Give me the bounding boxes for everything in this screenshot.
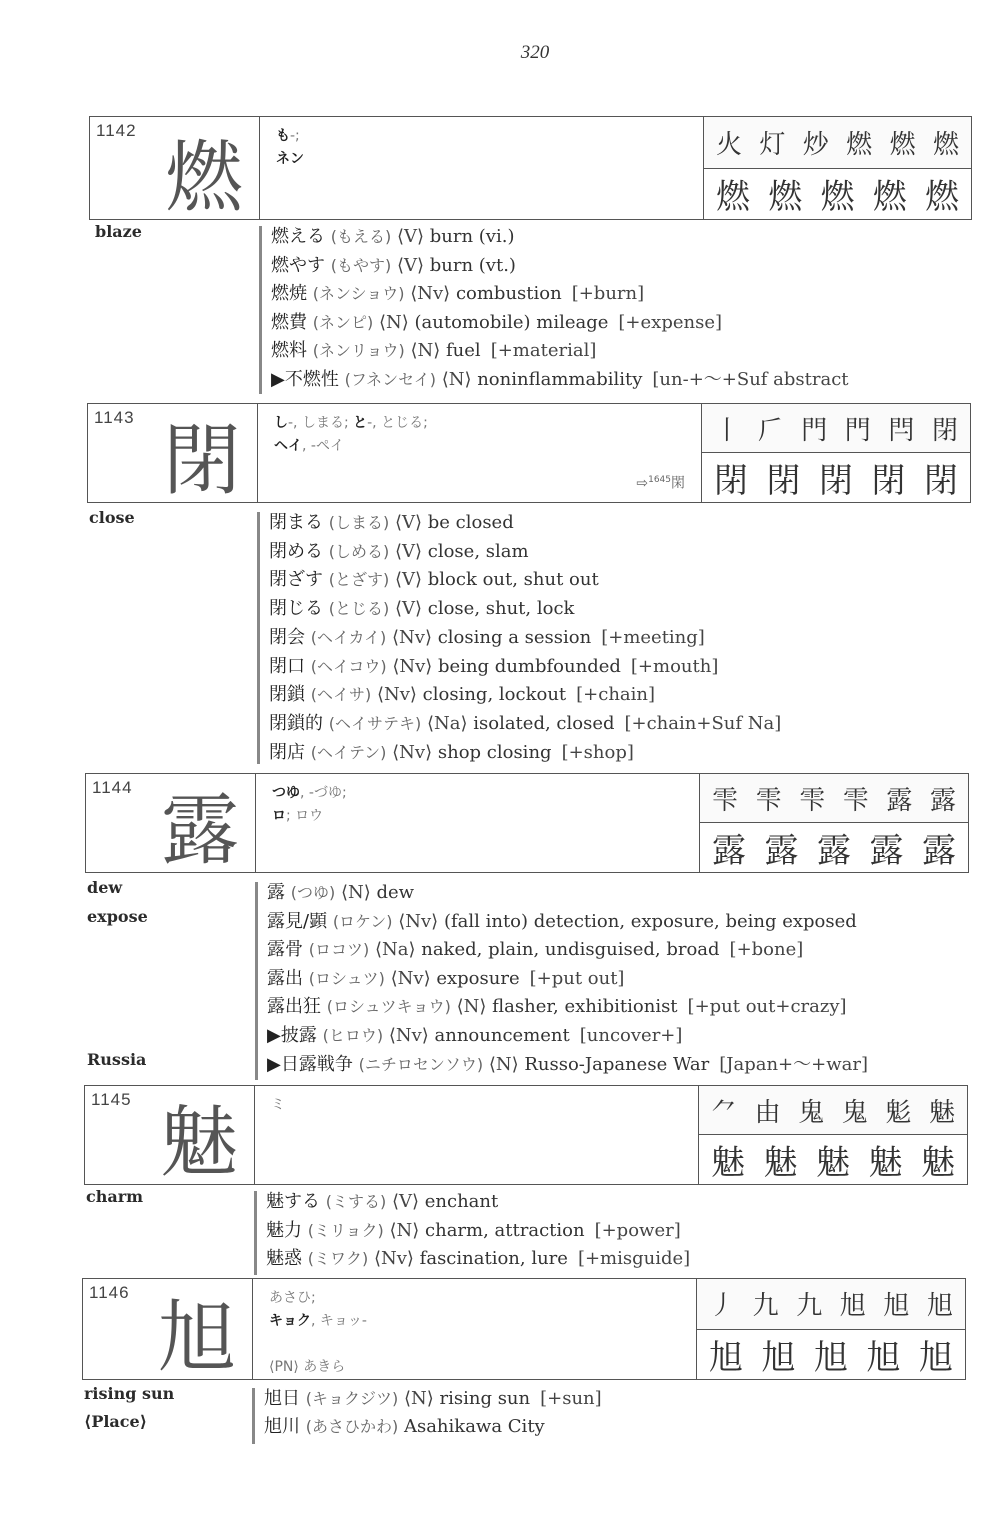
reading-light: , -ペイ [302, 438, 344, 454]
compound-reading: (あさひかわ) [305, 1417, 399, 1436]
style-variant: 旭 [814, 1337, 848, 1378]
gloss: shop closing [437, 741, 552, 763]
compound-reading: (ロコツ) [308, 940, 370, 960]
reading-line [274, 435, 685, 458]
gloss: close, slam [427, 540, 529, 562]
entry-number: 1144 [92, 778, 133, 797]
stroke-step: 魅 [928, 1097, 955, 1128]
compound-row [271, 279, 644, 305]
reading-line [269, 1333, 680, 1356]
kanji-number-cell [90, 117, 260, 223]
part-of-speech: ⟨Nv⟩ [410, 283, 451, 304]
stroke-step: 九 [752, 1291, 779, 1322]
etymology: [+meeting] [601, 626, 705, 648]
compound-word: 魅する [266, 1191, 320, 1212]
gloss: burn (vi.) [429, 226, 515, 247]
compound-reading: (ロケン) [332, 911, 393, 931]
meaning-label: rising sun [84, 1384, 175, 1403]
gloss: combustion [455, 283, 562, 304]
headword-kanji: 旭 [157, 1293, 236, 1383]
reading-line [269, 1310, 680, 1333]
etymology: [+misguide] [577, 1248, 691, 1269]
etymology: [+put out] [529, 967, 625, 989]
compound-reading: (ヒロウ) [322, 1026, 384, 1045]
definition-bar [252, 1388, 255, 1444]
style-variant: 旭 [709, 1337, 743, 1378]
part-of-speech: ⟨Nv⟩ [392, 741, 433, 763]
cross-reference[interactable] [636, 469, 685, 496]
entry-header-box [85, 773, 969, 876]
compound-row [269, 508, 514, 534]
compound-reading: (ヘイカイ) [310, 627, 387, 647]
compound-word: 閉鎖 [269, 684, 305, 706]
reading-bold: ロ [272, 808, 286, 824]
gloss: exposure [436, 967, 520, 989]
entry-number: 1145 [91, 1090, 132, 1109]
compound-row [264, 1384, 602, 1410]
reading-bold: つゆ [272, 785, 300, 801]
stroke-step: 灯 [759, 129, 786, 160]
readings-cell [256, 774, 700, 872]
stroke-step: 閉 [931, 415, 958, 446]
stroke-step: 炒 [802, 129, 829, 160]
compound-row [271, 365, 849, 391]
reading-light: あさひ; [269, 1290, 316, 1306]
reading-line [271, 1094, 682, 1117]
gloss: noninflammability [477, 368, 643, 390]
stroke-cell [704, 117, 971, 219]
compound-word: 露 [267, 882, 285, 903]
kanji-number-cell [83, 1279, 253, 1383]
stroke-cell [699, 1086, 967, 1184]
compound-row [271, 251, 516, 277]
compound-reading: (しめる) [328, 541, 390, 561]
etymology: [+shop] [561, 741, 634, 763]
stroke-step: 𠂆 [757, 415, 784, 446]
reading-light: ミ [271, 1097, 285, 1113]
style-variant: 閉 [871, 461, 906, 501]
compound-word: 露出狂 [267, 996, 321, 1018]
meaning-label: dew [87, 878, 123, 897]
style-variant: 閉 [819, 461, 853, 501]
part-of-speech: ⟨Nv⟩ [390, 967, 431, 989]
compound-reading: (ミリョク) [307, 1220, 384, 1240]
gloss: (automobile) mileage [414, 311, 609, 333]
etymology: [Japan+～+war] [719, 1053, 868, 1075]
arrow-icon: ⇨ [636, 476, 649, 492]
compound-reading: (ヘイサテキ) [328, 713, 422, 733]
entry-header-box [87, 403, 971, 506]
readings-cell [253, 1279, 697, 1379]
part-of-speech: ⟨N⟩ [403, 1388, 434, 1409]
compound-row [267, 907, 857, 933]
entry-header-box [84, 1085, 968, 1188]
compound-reading: (つゆ) [290, 883, 336, 902]
kanji-number-cell [88, 404, 258, 506]
reading-light: ; ロウ [286, 808, 324, 824]
stroke-order-row [704, 117, 971, 169]
compound-word: 閉める [269, 540, 323, 562]
compound-word: 露見/顕 [267, 910, 328, 932]
stroke-step: 九 [796, 1291, 823, 1322]
stroke-step: 露 [886, 785, 913, 816]
reading-bold: ネン [276, 151, 304, 167]
part-of-speech: ⟨Nv⟩ [398, 910, 439, 932]
stroke-step: 燃 [846, 129, 873, 160]
entry-header-box [89, 116, 972, 223]
etymology: [+chain] [576, 684, 656, 706]
compound-word: 燃やす [271, 254, 325, 276]
definition-bar [257, 512, 260, 764]
part-of-speech: ⟨N⟩ [389, 1219, 420, 1241]
compound-reading: (もやす) [330, 255, 392, 275]
compound-row [269, 565, 599, 591]
part-of-speech: ⟨V⟩ [394, 540, 423, 562]
compound-row [267, 992, 847, 1018]
part-of-speech: ⟨V⟩ [396, 226, 425, 247]
meaning-label: ⟨Place⟩ [84, 1412, 148, 1431]
part-of-speech: ⟨Nv⟩ [388, 1025, 429, 1046]
gloss: flasher, exhibitionist [492, 996, 678, 1018]
gloss: block out, shut out [427, 569, 599, 591]
compound-reading: (ヘイサ) [310, 685, 372, 705]
stroke-step: 旭 [839, 1291, 866, 1322]
gloss: isolated, closed [473, 712, 615, 734]
compound-row [267, 878, 414, 904]
reading-light: , キョッ- [311, 1313, 367, 1329]
etymology: [uncover+] [579, 1025, 683, 1046]
readings-cell [255, 1086, 699, 1184]
part-of-speech: ⟨V⟩ [391, 1191, 420, 1212]
style-variant: 露 [817, 831, 851, 871]
style-variant: 露 [922, 831, 956, 871]
compound-word: 露出 [267, 967, 303, 989]
compound-word: 燃える [271, 226, 325, 247]
stroke-order-row [700, 774, 968, 823]
readings-cell [258, 404, 702, 502]
stroke-step: 露 [929, 785, 956, 816]
compound-row [269, 738, 634, 764]
definition-bar [254, 1191, 257, 1275]
compound-reading: (とざす) [328, 570, 390, 590]
compound-row [266, 1244, 690, 1270]
part-of-speech: ⟨N⟩ [441, 368, 472, 390]
style-variant: 露 [869, 831, 904, 871]
compound-word: 燃費 [271, 311, 307, 333]
compound-reading: (とじる) [328, 599, 390, 619]
etymology: [+expense] [618, 311, 722, 333]
compound-word: 閉会 [269, 626, 305, 648]
meaning-label: close [89, 508, 135, 527]
style-variant: 露 [712, 831, 746, 871]
gloss: (fall into) detection, exposure, being exposed [443, 910, 857, 932]
compound-reading: (ミワク) [307, 1249, 369, 1268]
compound-row [267, 935, 803, 961]
reading-bold: ヘイ [274, 438, 302, 454]
compound-row [266, 1216, 681, 1242]
compound-row [269, 594, 574, 620]
part-of-speech: ⟨N⟩ [378, 311, 409, 333]
style-variant: 旭 [866, 1337, 901, 1378]
stroke-step: 由 [754, 1097, 781, 1128]
stroke-cell [702, 404, 970, 502]
meaning-label: Russia [87, 1049, 147, 1069]
style-variant: 閉 [714, 461, 748, 501]
stroke-step: 燃 [889, 129, 916, 160]
style-variants-row [697, 1330, 965, 1380]
style-variant: 魅 [868, 1143, 903, 1183]
style-variant: 燃 [872, 177, 907, 218]
entry-header-box [82, 1278, 966, 1383]
gloss: enchant [424, 1191, 499, 1212]
reading-line [274, 412, 685, 435]
compound-reading: (ミする) [325, 1192, 387, 1211]
compound-reading: (ヘイテン) [310, 742, 387, 762]
style-variants-row [699, 1135, 967, 1184]
stroke-step: 雫 [712, 785, 739, 816]
compound-reading: (フネンセイ) [344, 369, 436, 389]
compound-row [269, 709, 781, 735]
meaning-label: expose [87, 906, 148, 926]
compound-word: 閉じる [269, 598, 323, 620]
stroke-step: 雫 [755, 785, 782, 816]
style-variant: 閉 [924, 461, 958, 501]
etymology: [+burn] [571, 283, 645, 304]
headword-kanji: 魅 [159, 1098, 238, 1188]
gloss: announcement [434, 1025, 570, 1046]
compound-reading: (ネンショウ) [312, 284, 405, 303]
style-variant: 旭 [761, 1337, 796, 1378]
stroke-step: 鬼 [841, 1097, 868, 1128]
style-variants-row [704, 169, 971, 220]
entry-number: 1142 [96, 121, 137, 140]
compound-row [271, 308, 722, 334]
gloss: be closed [427, 512, 514, 533]
entry-number: 1146 [89, 1283, 130, 1302]
gloss: rising sun [439, 1388, 531, 1409]
part-of-speech: ⟨N⟩ [488, 1053, 519, 1075]
compound-word: 燃料 [271, 340, 307, 361]
kanji-number-cell [86, 774, 256, 876]
part-of-speech: ⟨N⟩ [410, 340, 441, 361]
compound-row [269, 623, 705, 649]
meaning-label: charm [86, 1187, 144, 1206]
compound-row [271, 222, 514, 248]
style-variants-row [700, 823, 968, 872]
etymology: [un-+～+Suf abstract [652, 368, 849, 390]
gloss: being dumbfounded [438, 655, 621, 677]
gloss: closing, lockout [422, 684, 567, 706]
style-variant: 旭 [919, 1337, 953, 1378]
etymology: [+chain+Suf Na] [624, 712, 782, 734]
part-of-speech: ⟨Na⟩ [374, 939, 416, 961]
gloss: burn (vt.) [429, 254, 516, 276]
part-of-speech: ⟨Na⟩ [426, 712, 468, 734]
compound-row [269, 537, 529, 563]
compound-word: 露骨 [267, 939, 303, 961]
stroke-order-row [702, 404, 970, 453]
stroke-step: 旭 [883, 1291, 910, 1322]
reading-bold: も [276, 128, 290, 144]
stroke-step: 門 [801, 415, 828, 446]
part-of-speech: ⟨V⟩ [394, 569, 423, 591]
stroke-step: 丿 [709, 1291, 736, 1322]
style-variant: 魅 [711, 1143, 745, 1183]
compound-word: 閉店 [269, 741, 305, 763]
part-of-speech: ⟨V⟩ [394, 598, 423, 620]
stroke-cell [697, 1279, 965, 1379]
stroke-step: 鬽 [885, 1097, 912, 1128]
compound-reading: (ロシュツキョウ) [326, 997, 451, 1017]
stroke-step: 鬼 [798, 1097, 825, 1128]
compound-word: 燃焼 [271, 283, 307, 304]
stroke-step: 閂 [888, 415, 915, 446]
compound-word: 魅力 [266, 1219, 302, 1241]
reading-light: -; [290, 128, 300, 144]
stroke-step: ⺈ [711, 1097, 738, 1128]
definition-bar [255, 882, 258, 1080]
style-variant: 魅 [921, 1143, 955, 1183]
compound-word: 閉まる [269, 512, 323, 533]
compound-word: 旭川 [264, 1416, 300, 1437]
part-of-speech: ⟨Nv⟩ [373, 1248, 414, 1269]
compound-word: ▶披露 [267, 1025, 317, 1046]
stroke-order-row [699, 1086, 967, 1135]
stroke-step: 火 [716, 129, 743, 160]
etymology: [+put out+crazy] [687, 996, 847, 1018]
compound-word: 旭日 [264, 1388, 300, 1409]
gloss: fascination, lure [419, 1248, 568, 1269]
compound-reading: (しまる) [328, 513, 390, 532]
stroke-order-row [697, 1279, 965, 1330]
etymology: [+power] [594, 1219, 681, 1241]
compound-reading: (ニチロセンソウ) [358, 1054, 484, 1074]
reading-line [272, 782, 683, 805]
compound-word: 魅惑 [266, 1248, 302, 1269]
compound-reading: (ヘイコウ) [310, 656, 387, 676]
xref-kanji: 閑 [671, 476, 685, 492]
headword-kanji: 燃 [164, 133, 243, 223]
reading-bold: と [353, 415, 368, 431]
compound-row [266, 1187, 498, 1213]
part-of-speech: ⟨V⟩ [394, 512, 423, 533]
gloss: charm, attraction [425, 1219, 585, 1241]
style-variant: 燃 [716, 177, 750, 218]
reading-light: ⟨PN⟩ あきら [269, 1359, 346, 1375]
part-of-speech: ⟨Nv⟩ [376, 684, 417, 706]
part-of-speech: ⟨N⟩ [456, 996, 487, 1018]
style-variants-row [702, 453, 970, 502]
compound-word: 閉口 [269, 655, 305, 677]
xref-number: 1645 [648, 475, 671, 486]
gloss: Asahikawa City [403, 1416, 545, 1437]
compound-reading: (キョクジツ) [305, 1389, 399, 1408]
reading-line [269, 1287, 680, 1310]
compound-row [269, 652, 718, 678]
reading-light: -, しまる; [288, 415, 354, 431]
compound-row [269, 680, 655, 706]
reading-bold: し [274, 415, 288, 431]
compound-word: ▶不燃性 [271, 368, 339, 390]
reading-bold: キョク [269, 1313, 311, 1329]
part-of-speech: ⟨Nv⟩ [392, 626, 432, 648]
compound-reading: (ロシュツ) [308, 968, 385, 988]
stroke-step: 門 [844, 415, 871, 446]
reading-light: -, とじる; [367, 415, 428, 431]
reading-line [269, 1356, 680, 1379]
stroke-step: 燃 [932, 129, 959, 160]
reading-line [272, 805, 683, 828]
part-of-speech: ⟨V⟩ [396, 254, 425, 276]
style-variant: 魅 [763, 1143, 798, 1183]
compound-row [267, 1021, 682, 1047]
gloss: close, shut, lock [427, 598, 575, 620]
gloss: fuel [446, 340, 481, 361]
readings-cell [260, 117, 704, 219]
kanji-number-cell [85, 1086, 255, 1188]
style-variant: 燃 [768, 177, 803, 218]
style-variant: 魅 [816, 1143, 850, 1183]
gloss: closing a session [437, 626, 592, 648]
etymology: [+mouth] [630, 655, 719, 677]
compound-row [267, 1050, 868, 1076]
reading-line [276, 125, 687, 148]
reading-light: , -づゆ; [300, 785, 347, 801]
style-variant: 燃 [925, 177, 959, 218]
stroke-step: 旭 [926, 1291, 953, 1322]
stroke-step: 雫 [799, 785, 826, 816]
stroke-step: 丨 [714, 415, 741, 446]
style-variant: 閉 [766, 461, 801, 501]
entry-number: 1143 [94, 408, 135, 427]
part-of-speech: ⟨N⟩ [340, 882, 371, 903]
etymology: [+bone] [729, 939, 804, 961]
style-variant: 燃 [820, 177, 855, 218]
compound-reading: (ネンピ) [312, 312, 374, 332]
headword-kanji: 閉 [162, 416, 241, 506]
gloss: Russo-Japanese War [524, 1053, 710, 1075]
reading-line [276, 148, 687, 171]
part-of-speech: ⟨Nv⟩ [392, 655, 433, 677]
gloss: naked, plain, undisguised, broad [421, 939, 720, 961]
compound-reading: (ネンリョウ) [312, 341, 405, 360]
stroke-cell [700, 774, 968, 872]
gloss: dew [376, 882, 415, 903]
compound-row [271, 336, 596, 362]
style-variant: 露 [764, 831, 799, 871]
compound-row [267, 964, 624, 990]
etymology: [+sun] [540, 1388, 602, 1409]
page-number: 320 [520, 42, 550, 63]
compound-row [264, 1412, 545, 1438]
stroke-step: 雫 [842, 785, 869, 816]
compound-reading: (もえる) [330, 227, 392, 246]
compound-word: ▶日露戦争 [267, 1053, 353, 1075]
compound-word: 閉ざす [269, 569, 323, 591]
compound-word: 閉鎖的 [269, 712, 323, 734]
etymology: [+material] [490, 340, 597, 361]
headword-kanji: 露 [160, 786, 239, 876]
meaning-label: blaze [95, 222, 142, 241]
definition-bar [259, 226, 262, 394]
